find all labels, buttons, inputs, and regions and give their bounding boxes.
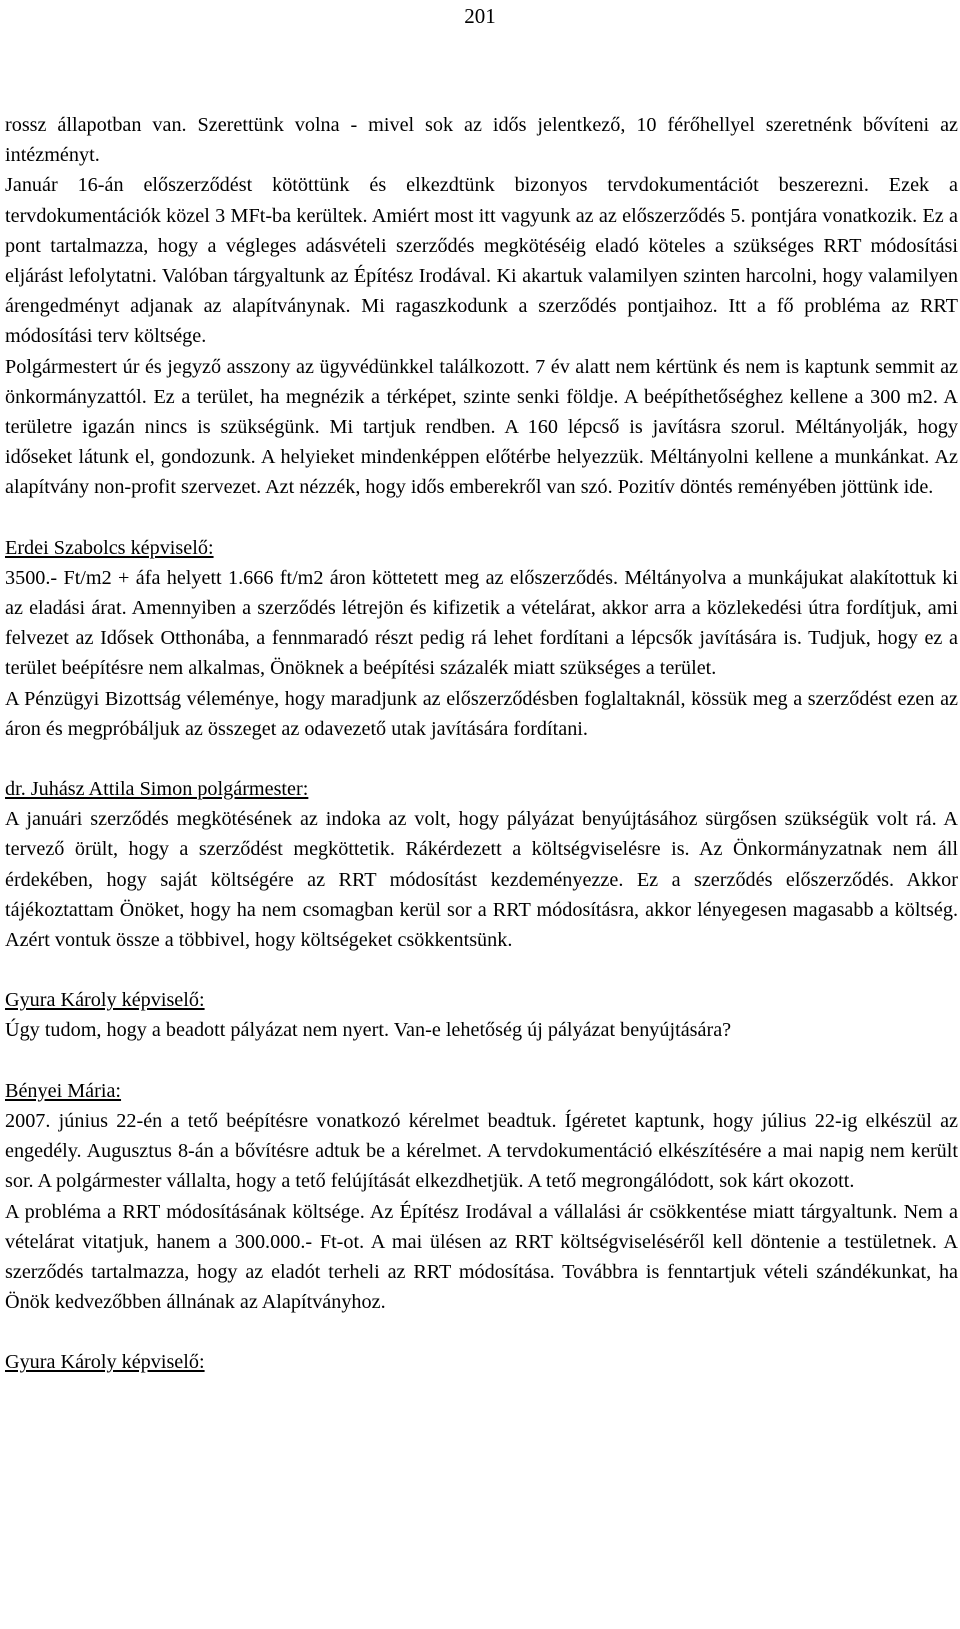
document-body bbox=[5, 110, 958, 1378]
speaker-heading: Gyura Károly képviselő: bbox=[5, 989, 205, 1012]
paragraph: Január 16-án előszerződést kötöttünk és elkezdtünk bizonyos tervdokumentációt beszerezni. Ezek a tervdokumentációk közel 3 MFt-ba kerültek. Amiért most itt vagyunk az az előszerződés 5. pontjára vonatkozik. Ez a pont tartalmazza, hogy a végleges adásvételi szerződés megkötéséig eladó köteles a szükséges RRT módosítási eljárást lefolytatni. Valóban tárgyaltunk az Építész Irodával. Ki akartuk valamilyen szinten harcolni, hogy valamilyen árengedményt adjanak az alapítványnak. Mi ragaszkodunk a szerződés pontjaihoz. Itt a fő probléma az RRT módosítási terv költsége. bbox=[5, 174, 958, 348]
paragraph: A januári szerződés megkötésének az indoka az volt, hogy pályázat benyújtásához sürgősen szükségük volt rá. A tervező örült, hogy a szerződést megköttetik. Rákérdezett a költségviselésre is. Az Önkormányzatnak nem áll érdekében, hogy saját költségére az RRT módosítást kezdeményezze. Ez a szerződés előszerződés. Akkor tájékoztattam Önöket, hogy ha nem csomagban kerül sor a RRT módosításra, akkor lényegesen magasabb a költség. Azért vontuk össze a többivel, hogy költségeket csökkentsünk. bbox=[5, 808, 958, 952]
paragraph: 2007. június 22-én a tető beépítésre vonatkozó kérelmet beadtuk. Ígéretet kaptunk, hogy július 22-ig elkészül az engedély. Augusztus 8-án a bővítésre adtuk be a kérelmet. A tervdokumentáció elkészítésére a mai napig nem került sor. A polgármester vállalta, hogy a tető felújítását elkezdhetjük. A tető megrongálódott, sok kárt okozott. bbox=[5, 1109, 958, 1193]
paragraph: rossz állapotban van. Szerettünk volna - mivel sok az idős jelentkező, 10 férőhellyel szeretnénk bővíteni az intézményt. bbox=[5, 114, 958, 167]
paragraph: A probléma a RRT módosításának költsége. Az Építész Irodával a vállalási ár csökkentése miatt tárgyaltunk. Nem a vételárat vitatjuk, hanem a 300.000.- Ft-ot. A mai ülésen az RRT költségviseléséről kell döntenie a testületnek. A szerződés tartalmazza, hogy az eladót terheli az RRT módosítása. Továbbra is fenntartjuk vételi szándékunkat, ha Önök kedvezőbben állnának az Alapítványhoz. bbox=[5, 1200, 958, 1314]
speaker-heading: Bényei Mária: bbox=[5, 1079, 122, 1102]
page-number: 201 bbox=[464, 4, 496, 28]
paragraph: Úgy tudom, hogy a beadott pályázat nem nyert. Van-e lehetőség új pályázat benyújtására? bbox=[5, 1019, 732, 1042]
speaker-heading: Erdei Szabolcs képviselő: bbox=[5, 536, 214, 559]
speaker-heading: dr. Juhász Attila Simon polgármester: bbox=[5, 778, 309, 801]
paragraph: A Pénzügyi Bizottság véleménye, hogy maradjunk az előszerződésben foglaltaknál, kössük meg a szerződést ezen az áron és megpróbáljuk az összeget az odavezető utak javítására fordítani. bbox=[5, 687, 958, 740]
paragraph: Polgármestert úr és jegyző asszony az ügyvédünkkel találkozott. 7 év alatt nem kértünk és nem is kaptunk semmit az önkormányzattól. Ez a terület, ha megnézik a térképet, szinte senki földje. A beépíthetőséghez kellene a 300 m2. A területre igazán nincs is szükségünk. Mi tartjuk rendben. A 160 lépcső is javításra szorul. Méltányolják, hogy időseket látunk el, gondozunk. A helyieket mindenképpen előtérbe helyezzük. Méltányolni kellene a munkánkat. Az alapítvány non-profit szervezet. Azt nézzék, hogy idős emberekről van szó. Pozitív döntés reményében jöttünk ide. bbox=[5, 355, 958, 499]
speaker-heading: Gyura Károly képviselő: bbox=[5, 1351, 205, 1374]
paragraph: 3500.- Ft/m2 + áfa helyett 1.666 ft/m2 áron köttetett meg az előszerződés. Méltányolva a munkájukat alakítottuk ki az eladási árat. Amennyiben a szerződés létrejön és kifizetik a vételárat, akkor arra a közlekedési útra fordítjuk, ami felvezet az Idősek Otthonába, a fennmaradó részt pedig rá lehet fordítani a lépcsők javítására is. Tudjuk, hogy ez a terület beépítésre nem alkalmas, Önöknek a beépítési százalék miatt szükséges a terület. bbox=[5, 566, 958, 680]
